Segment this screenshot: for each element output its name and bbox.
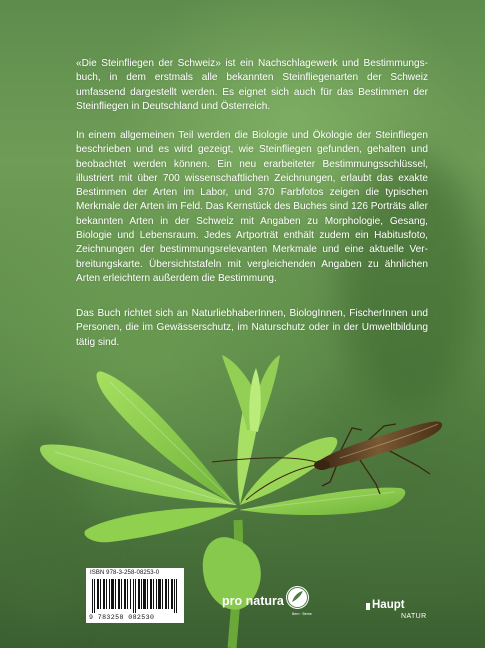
pro-natura-subline: Bern · Berne	[292, 612, 312, 616]
pro-natura-badge-icon	[286, 586, 309, 609]
barcode	[86, 568, 184, 623]
natur-label: NATUR	[401, 613, 427, 620]
barcode-bars	[90, 579, 180, 613]
intro-paragraph: «Die Steinfliegen der Schweiz» ist ein Nachschlagewerk und Bestimmungsbuch, in dem erstmals alle bekannten Steinfliegenarten der Schweiz umfassend dargestellt werden. Es eignet sich auch für das Bestimmen der Steinfliegen in Deutschland und Österreich.	[76, 58, 428, 112]
isbn-label: ISBN 978-3-258-08253-0	[90, 570, 160, 576]
audience-paragraph: Das Buch richtet sich an NaturliebhaberInnen, BiologInnen, FischerInnen und Personen, die im Gewässerschutz, im Naturschutz oder in der Umweltbildung tätig sind.	[76, 308, 428, 348]
haupt-logo-mark	[366, 603, 370, 610]
barcode-number: 9 783258 082530	[89, 614, 155, 621]
content-paragraph: In einem allgemeinen Teil werden die Biologie und Ökologie der Steinfliegen beschrieben und es wird gezeigt, wie Steinfliegen gefunden, gehalten und beobachtet werden können. Ein neu erarbeiteter Bestimmungsschlüssel, illustriert mit über 700 wissenschaftlichen Zeichnungen, erlaubt das exakte Bestimmen der Arten im Labor, und 370 Farbfotos zeigen die typischen Merkmale der Arten im Feld. Das Kernstück des Buches sind 126 Porträts aller bekannten Arten in der Schweiz mit Angaben zu Morphologie, Gesang, Biologie und Lebensraum. Jedes Artporträt enthält zudem ein Habitusfoto, Zeichnungen der bestimmungsrelevanten Merkmale und eine aktuelle Verbreitungskarte. Übersichtstafeln mit vergleichenden Angaben zu ähnlichen Arten erleichtern außerdem die Bestimmung.	[76, 130, 428, 284]
plant-leaf	[84, 507, 238, 542]
haupt-logo: Haupt	[372, 599, 405, 611]
pro-natura-logo: pro natura	[222, 594, 284, 608]
plant-bud	[249, 368, 261, 432]
